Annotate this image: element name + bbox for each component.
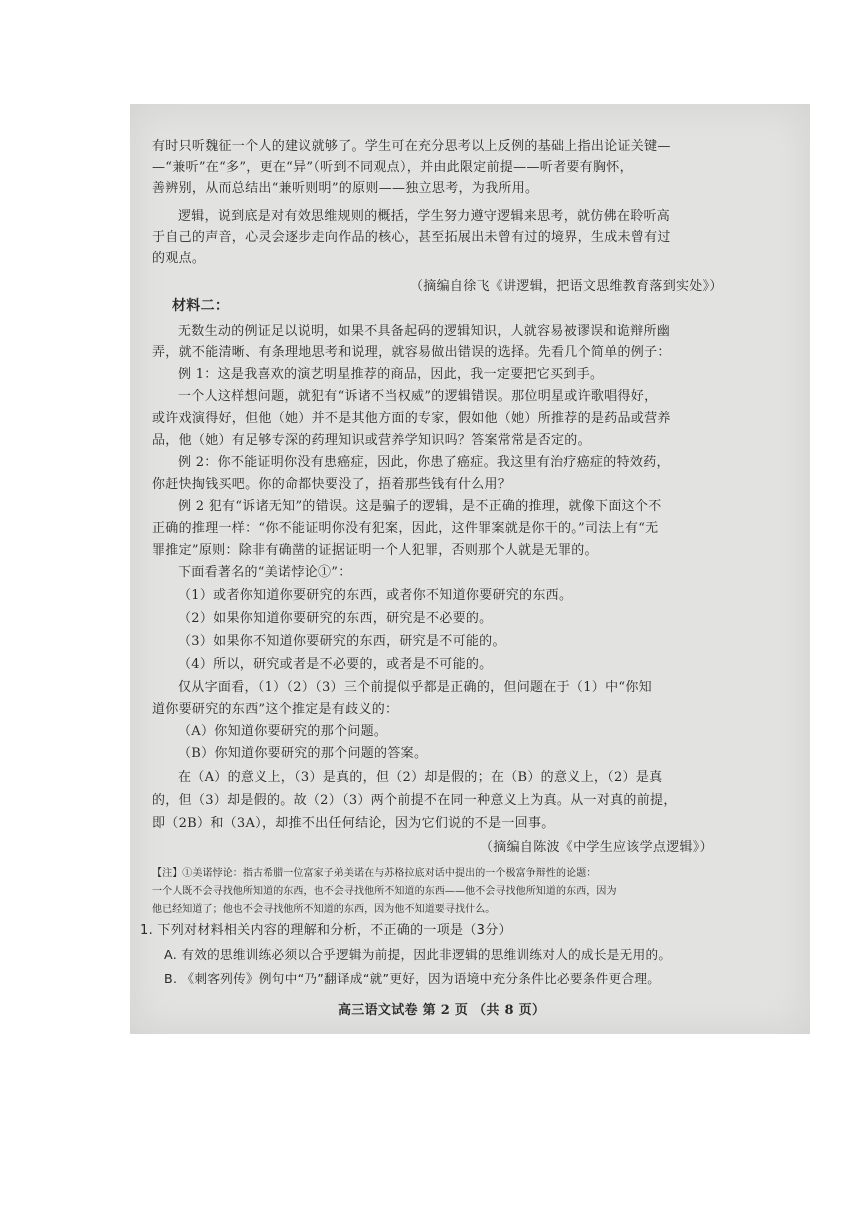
text-line: 在（A）的意义上，（3）是真的，但（2）却是假的；在（B）的意义上，（2）是真 (178, 770, 663, 785)
text-line: 品，他（她）有足够专深的药理知识或营养学知识吗？答案常常是否定的。 (152, 433, 591, 448)
text-line: 的，但（3）却是假的。故（2）（3）两个前提不在同一种意义上为真。从一对真的前提， (152, 793, 677, 808)
list-item: （3）如果你不知道你要研究的东西，研究是不可能的。 (178, 634, 506, 649)
page-footer: 高三语文试卷 第 2 页 （共 8 页） (338, 1003, 546, 1018)
list-item: （4）所以，研究或者是不必要的，或者是不可能的。 (178, 657, 493, 672)
text-line: 罪推定”原则：除非有确凿的证据证明一个人犯罪，否则那个人就是无罪的。 (152, 543, 598, 558)
text-line: 有时只听魏征一个人的建议就够了。学生可在充分思考以上反例的基础上指出论证关键— (152, 139, 671, 154)
footnote-line: 【注】①美诺悖论：指古希腊一位富家子弟美诺在与苏格拉底对话中提出的一个极富争辩性的论题： (152, 868, 597, 879)
list-item: （2）如果你知道你要研究的东西，研究是不必要的。 (178, 611, 493, 626)
source-citation: （摘编自徐飞《讲逻辑，把语文思维教育落到实处》） (410, 279, 723, 294)
exam-page (130, 104, 810, 1034)
list-item: （B）你知道你要研究的那个问题的答案。 (178, 746, 428, 761)
question-option-b: B. 《刺客列传》例句中“乃”翻译成“就”更好，因为语境中充分条件比必要条件更合理。 (164, 971, 661, 986)
list-item: （A）你知道你要研究的那个问题。 (178, 724, 388, 739)
text-line: 你赶快掏钱买吧。你的命都快要没了，捂着那些钱有什么用？ (152, 477, 512, 492)
text-line: 一个人这样想问题，就犯有“诉诸不当权威”的逻辑错误。那位明星或许歌唱得好， (178, 389, 658, 404)
text-line: 或许戏演得好，但他（她）并不是其他方面的专家，假如他（她）所推荐的是药品或营养 (152, 411, 671, 426)
text-line: 于自己的声音，心灵会逐步走向作品的核心，甚至拓展出未曾有过的境界，生成未曾有过 (152, 230, 671, 245)
text-line: 例 2 犯有“诉诸无知”的错误。这是骗子的逻辑，是不正确的推理，就像下面这个不 (178, 499, 662, 514)
footnote-line: 一个人既不会寻找他所知道的东西，也不会寻找他所不知道的东西——他不会寻找他所知道的东西，因为 (152, 886, 617, 897)
source-citation: （摘编自陈波《中学生应该学点逻辑》） (480, 840, 713, 855)
text-line: 即（2B）和（3A），却推不出任何结论，因为它们说的不是一回事。 (152, 816, 555, 831)
text-line: 下面看著名的“美诺悖论①”： (178, 565, 352, 580)
text-line: 正确的推理一样：“你不能证明你没有犯案，因此，这件罪案就是你干的。”司法上有“无 (152, 521, 659, 536)
section-heading: 材料二： (172, 298, 230, 314)
text-line: 弄，就不能清晰、有条理地思考和说理，就容易做出错误的选择。先看几个简单的例子： (152, 345, 671, 360)
text-line: 善辨别，从而总结出“兼听则明”的原则——独立思考，为我所用。 (152, 181, 539, 196)
text-line: 道你要研究的东西”这个推定是有歧义的： (152, 702, 399, 717)
text-line: 逻辑，说到底是对有效思维规则的概括，学生努力遵守逻辑来思考，就仿佛在聆听高 (178, 209, 671, 224)
text-line: 无数生动的例证足以说明，如果不具备起码的逻辑知识，人就容易被谬误和诡辩所幽 (178, 324, 671, 339)
text-line: 仅从字面看，（1）（2）（3）三个前提似乎都是正确的，但问题在于（1）中“你知 (178, 680, 652, 695)
question-stem: 1. 下列对材料相关内容的理解和分析，不正确的一项是（3分） (140, 923, 512, 938)
text-line: 例 1：这是我喜欢的演艺明星推荐的商品，因此，我一定要把它买到手。 (178, 367, 604, 382)
text-line: —“兼听”在“多”，更在“异”（听到不同观点），并由此限定前提——听者要有胸怀， (152, 160, 633, 175)
footnote-line: 他已经知道了；他也不会寻找他所不知道的东西，因为他不知道要寻找什么。 (152, 904, 496, 915)
text-line: 例 2：你不能证明你没有患癌症，因此，你患了癌症。我这里有治疗癌症的特效药， (178, 455, 670, 470)
question-option-a: A. 有效的思维训练必须以合乎逻辑为前提，因此非逻辑的思维训练对人的成长是无用的。 (164, 947, 672, 962)
text-line: 的观点。 (152, 251, 206, 266)
list-item: （1）或者你知道你要研究的东西，或者你不知道你要研究的东西。 (178, 588, 573, 603)
